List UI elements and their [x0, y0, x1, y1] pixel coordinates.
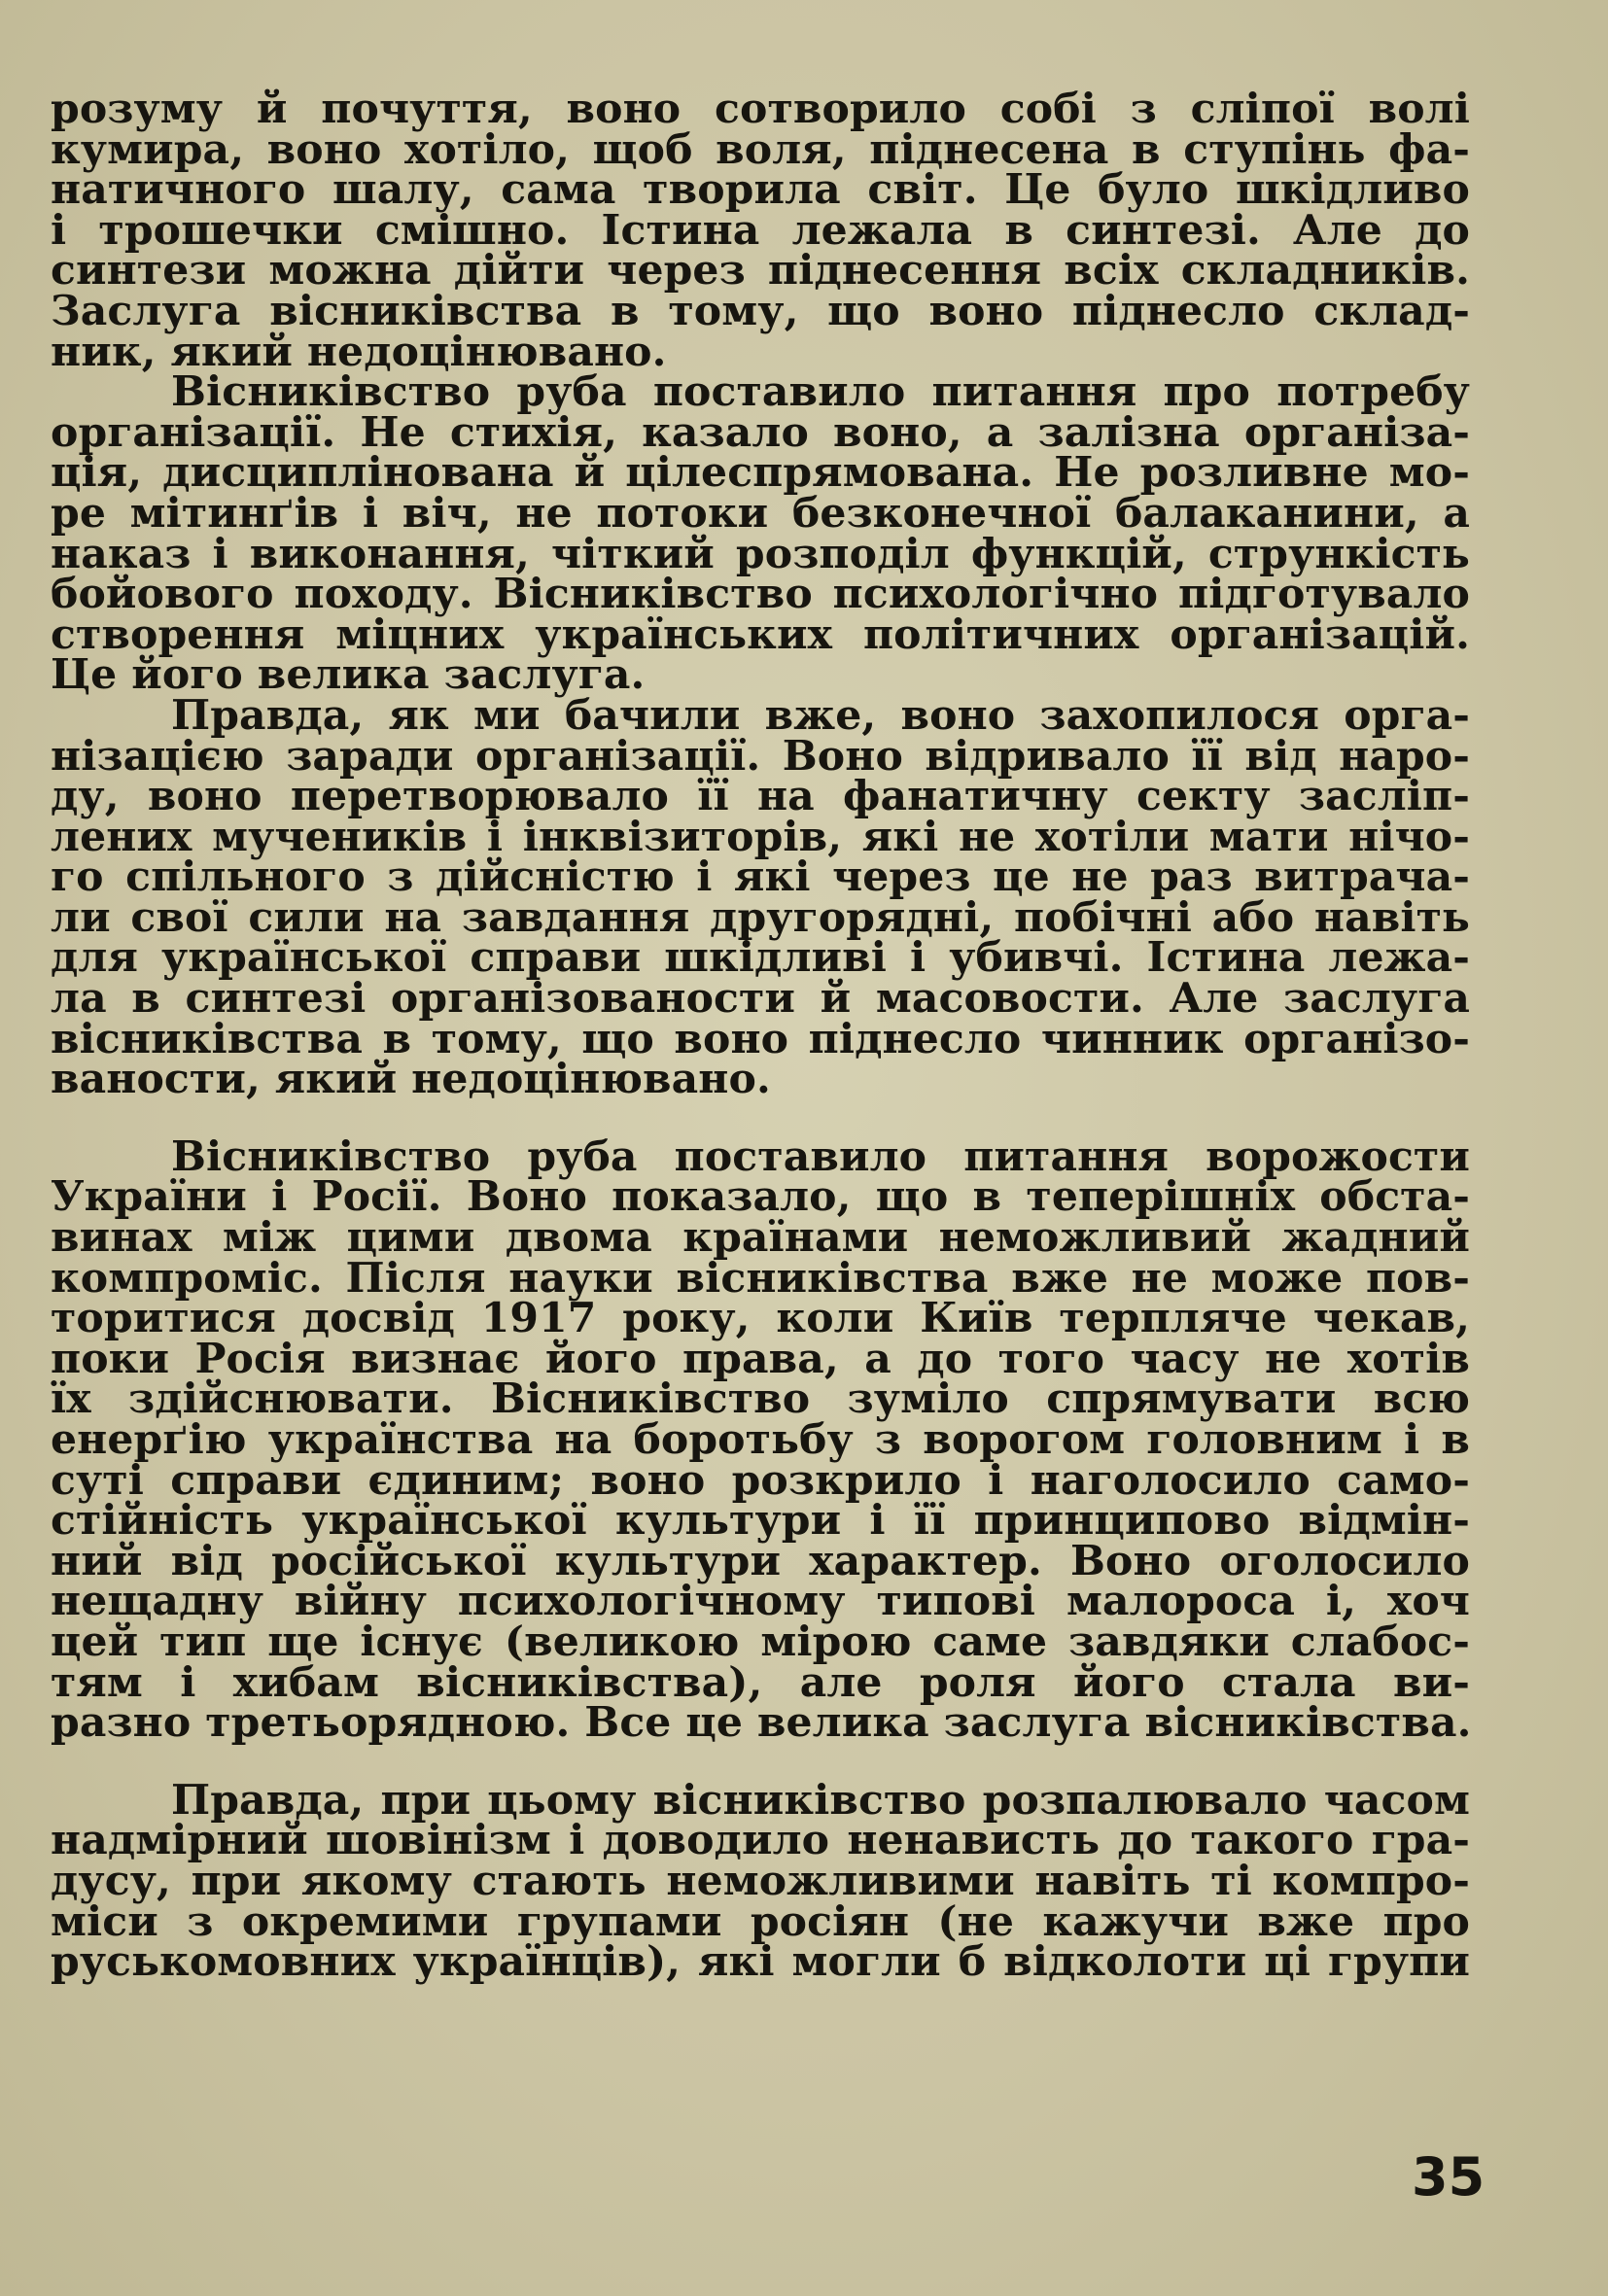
text-line: винах між цими двома країнами неможливий жадний	[51, 1213, 1470, 1263]
text-line: України і Росії. Воно показало, що в теперішніх обста-	[51, 1172, 1470, 1222]
paragraph-4	[51, 1131, 1472, 1748]
text-line: дусу, при якому стають неможливими навіть ті компро-	[51, 1856, 1470, 1905]
text-line: кумира, воно хотіло, щоб воля, піднесена в ступінь фа-	[51, 124, 1470, 174]
text-line: організації. Не стихія, казало воно, а залізна організа-	[51, 407, 1470, 457]
text-line: Вісниківство руба поставило питання про потребу	[171, 367, 1470, 417]
text-line: разно третьорядною. Все це велика заслуга вісниківства.	[51, 1698, 1472, 1748]
text-line: Правда, при цьому вісниківство розпалювало часом	[171, 1775, 1470, 1825]
text-line: наказ і виконання, чіткий розподіл функцій, стрункість	[51, 529, 1470, 578]
text-line: ваности, який недоцінювано.	[51, 1055, 771, 1104]
text-line: енерґію українства на боротьбу з ворогом головним і в	[51, 1415, 1470, 1464]
paragraph-3	[51, 690, 1470, 1104]
paragraph-1	[51, 85, 1470, 376]
text-line: суті справи єдиним; воно розкрило і наголосило само-	[51, 1455, 1470, 1505]
text-line: створення міцних українських політичних організацій.	[51, 609, 1470, 659]
text-line: руськомовних українців), які могли б відколоти ці групи	[51, 1937, 1470, 1987]
text-line: тям і хибам вісниківства), але роля його стала ви-	[51, 1657, 1470, 1707]
paragraph-2	[51, 367, 1470, 700]
text-line: розуму й почуття, воно сотворило собі з сліпої волі	[51, 85, 1470, 133]
text-line: ли свої сили на завдання другорядні, побічні або навіть	[51, 892, 1470, 942]
text-line: ре мітинґів і віч, не потоки безконечної балаканини, а	[51, 488, 1470, 538]
text-line: вісниківства в тому, що воно піднесло чинник організо-	[51, 1014, 1470, 1063]
text-line: синтези можна дійти через піднесення всіх складників.	[51, 246, 1470, 296]
paragraph-5	[51, 1775, 1470, 1987]
text-line: стійність української культури і її принципово відмін-	[51, 1496, 1470, 1546]
text-line: і трошечки смішно. Істина лежала в синтезі. Але до	[51, 205, 1470, 255]
text-line: ний від російської культури характер. Воно оголосило	[51, 1536, 1470, 1585]
text-line: го спільного з дійсністю і які через це не раз витрача-	[51, 852, 1470, 902]
text-line: для української справи шкідливі і убивчі. Істина лежа-	[51, 933, 1470, 983]
page-number: 35	[1412, 2146, 1486, 2208]
body-text	[51, 85, 1472, 1987]
text-line: торитися досвід 1917 року, коли Київ терпляче чекав,	[51, 1294, 1470, 1343]
text-line: лених мучеників і інквізиторів, які не хотіли мати нічо-	[51, 812, 1470, 861]
text-line: надмірний шовінізм і доводило ненависть до такого гра-	[51, 1816, 1470, 1865]
text-line: ція, дисциплінована й цілеспрямована. Не розливне мо-	[51, 448, 1470, 498]
text-line: ник, який недоцінювано.	[51, 327, 667, 376]
text-line: їх здійснювати. Вісниківство зуміло спрямувати всю	[51, 1374, 1470, 1424]
text-line: натичного шалу, сама творила світ. Це було шкідливо	[51, 165, 1470, 215]
text-line: нещадну війну психологічному типові малороса і, хоч	[51, 1577, 1470, 1626]
text-line: ду, воно перетворювало її на фанатичну секту засліп-	[51, 772, 1470, 821]
text-line: нізацією заради організації. Воно відривало її від наро-	[51, 731, 1470, 781]
text-line: цей тип ще існує (великою мірою саме завдяки слабос-	[51, 1617, 1470, 1666]
text-line: бойового походу. Вісниківство психологічно підготувало	[51, 570, 1470, 619]
text-line: Правда, як ми бачили вже, воно захопилося орга-	[171, 690, 1470, 740]
text-line: компроміс. Після науки вісниківства вже не може пов-	[51, 1253, 1470, 1303]
text-line: ла в синтезі організованости й масовости. Але заслуга	[51, 974, 1470, 1024]
text-line: поки Росія визнає його права, а до того часу не хотів	[51, 1334, 1470, 1383]
text-line: Це його велика заслуга.	[51, 650, 646, 700]
text-line: міси з окремими групами росіян (не кажучи вже про	[51, 1896, 1470, 1946]
text-line: Вісниківство руба поставило питання ворожости	[171, 1131, 1470, 1181]
text-line: Заслуга вісниківства в тому, що воно піднесло склад-	[51, 286, 1470, 335]
